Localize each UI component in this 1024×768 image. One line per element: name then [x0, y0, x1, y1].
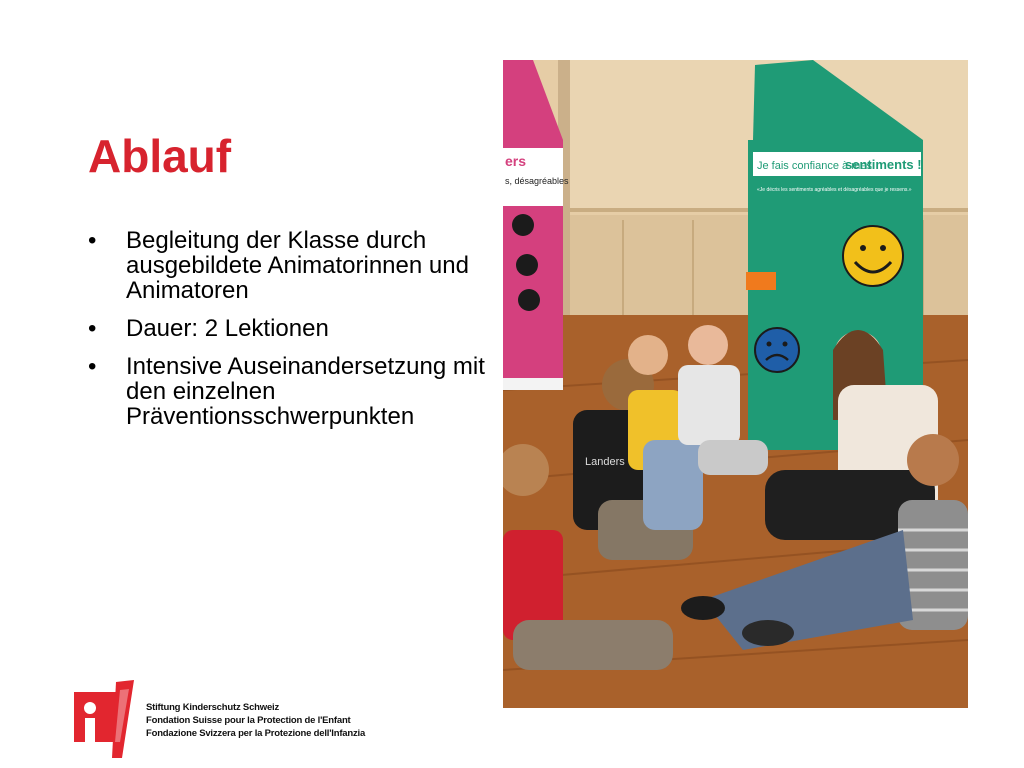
foundation-logo — [74, 680, 136, 758]
green-panel-subtitle: «Je décris les sentiments agréables et désagréables que je ressens.» — [757, 187, 912, 193]
pink-panel-subtitle: s, désagréables — [505, 176, 569, 186]
happy-face-icon — [843, 226, 903, 286]
bullet-marker: • — [88, 227, 97, 254]
green-panel-title-2: sentiments ! — [845, 157, 922, 172]
foundation-name — [146, 701, 365, 740]
bullet-item — [88, 316, 498, 341]
foundation-name-fr: Fondation Suisse pour la Protection de l'Enfant — [146, 715, 351, 726]
foundation-name-de: Stiftung Kinderschutz Schweiz — [146, 702, 280, 713]
slide-title: Ablauf — [88, 130, 232, 182]
sad-face-icon — [755, 328, 799, 372]
bullet-list — [88, 228, 498, 442]
bullet-marker: • — [88, 315, 97, 342]
bullet-text: Begleitung der Klasse durch ausgebildete Animatorinnen und Animatoren — [126, 227, 469, 304]
bullet-item — [88, 228, 498, 303]
bullet-item — [88, 354, 498, 429]
bullet-text: Intensive Auseinandersetzung mit den einzelnen Präventionsschwerpunkten — [126, 353, 485, 430]
pink-panel-title: ers — [505, 153, 527, 169]
bullet-text: Dauer: 2 Lektionen — [126, 315, 329, 342]
foundation-name-it: Fondazione Svizzera per la Protezione dell'Infanzia — [146, 728, 366, 739]
green-panel-title-1: Je fais confiance à mes — [757, 160, 872, 172]
shirt-print: Landers — [585, 456, 625, 468]
classroom-photo — [503, 60, 968, 708]
bullet-marker: • — [88, 353, 97, 380]
